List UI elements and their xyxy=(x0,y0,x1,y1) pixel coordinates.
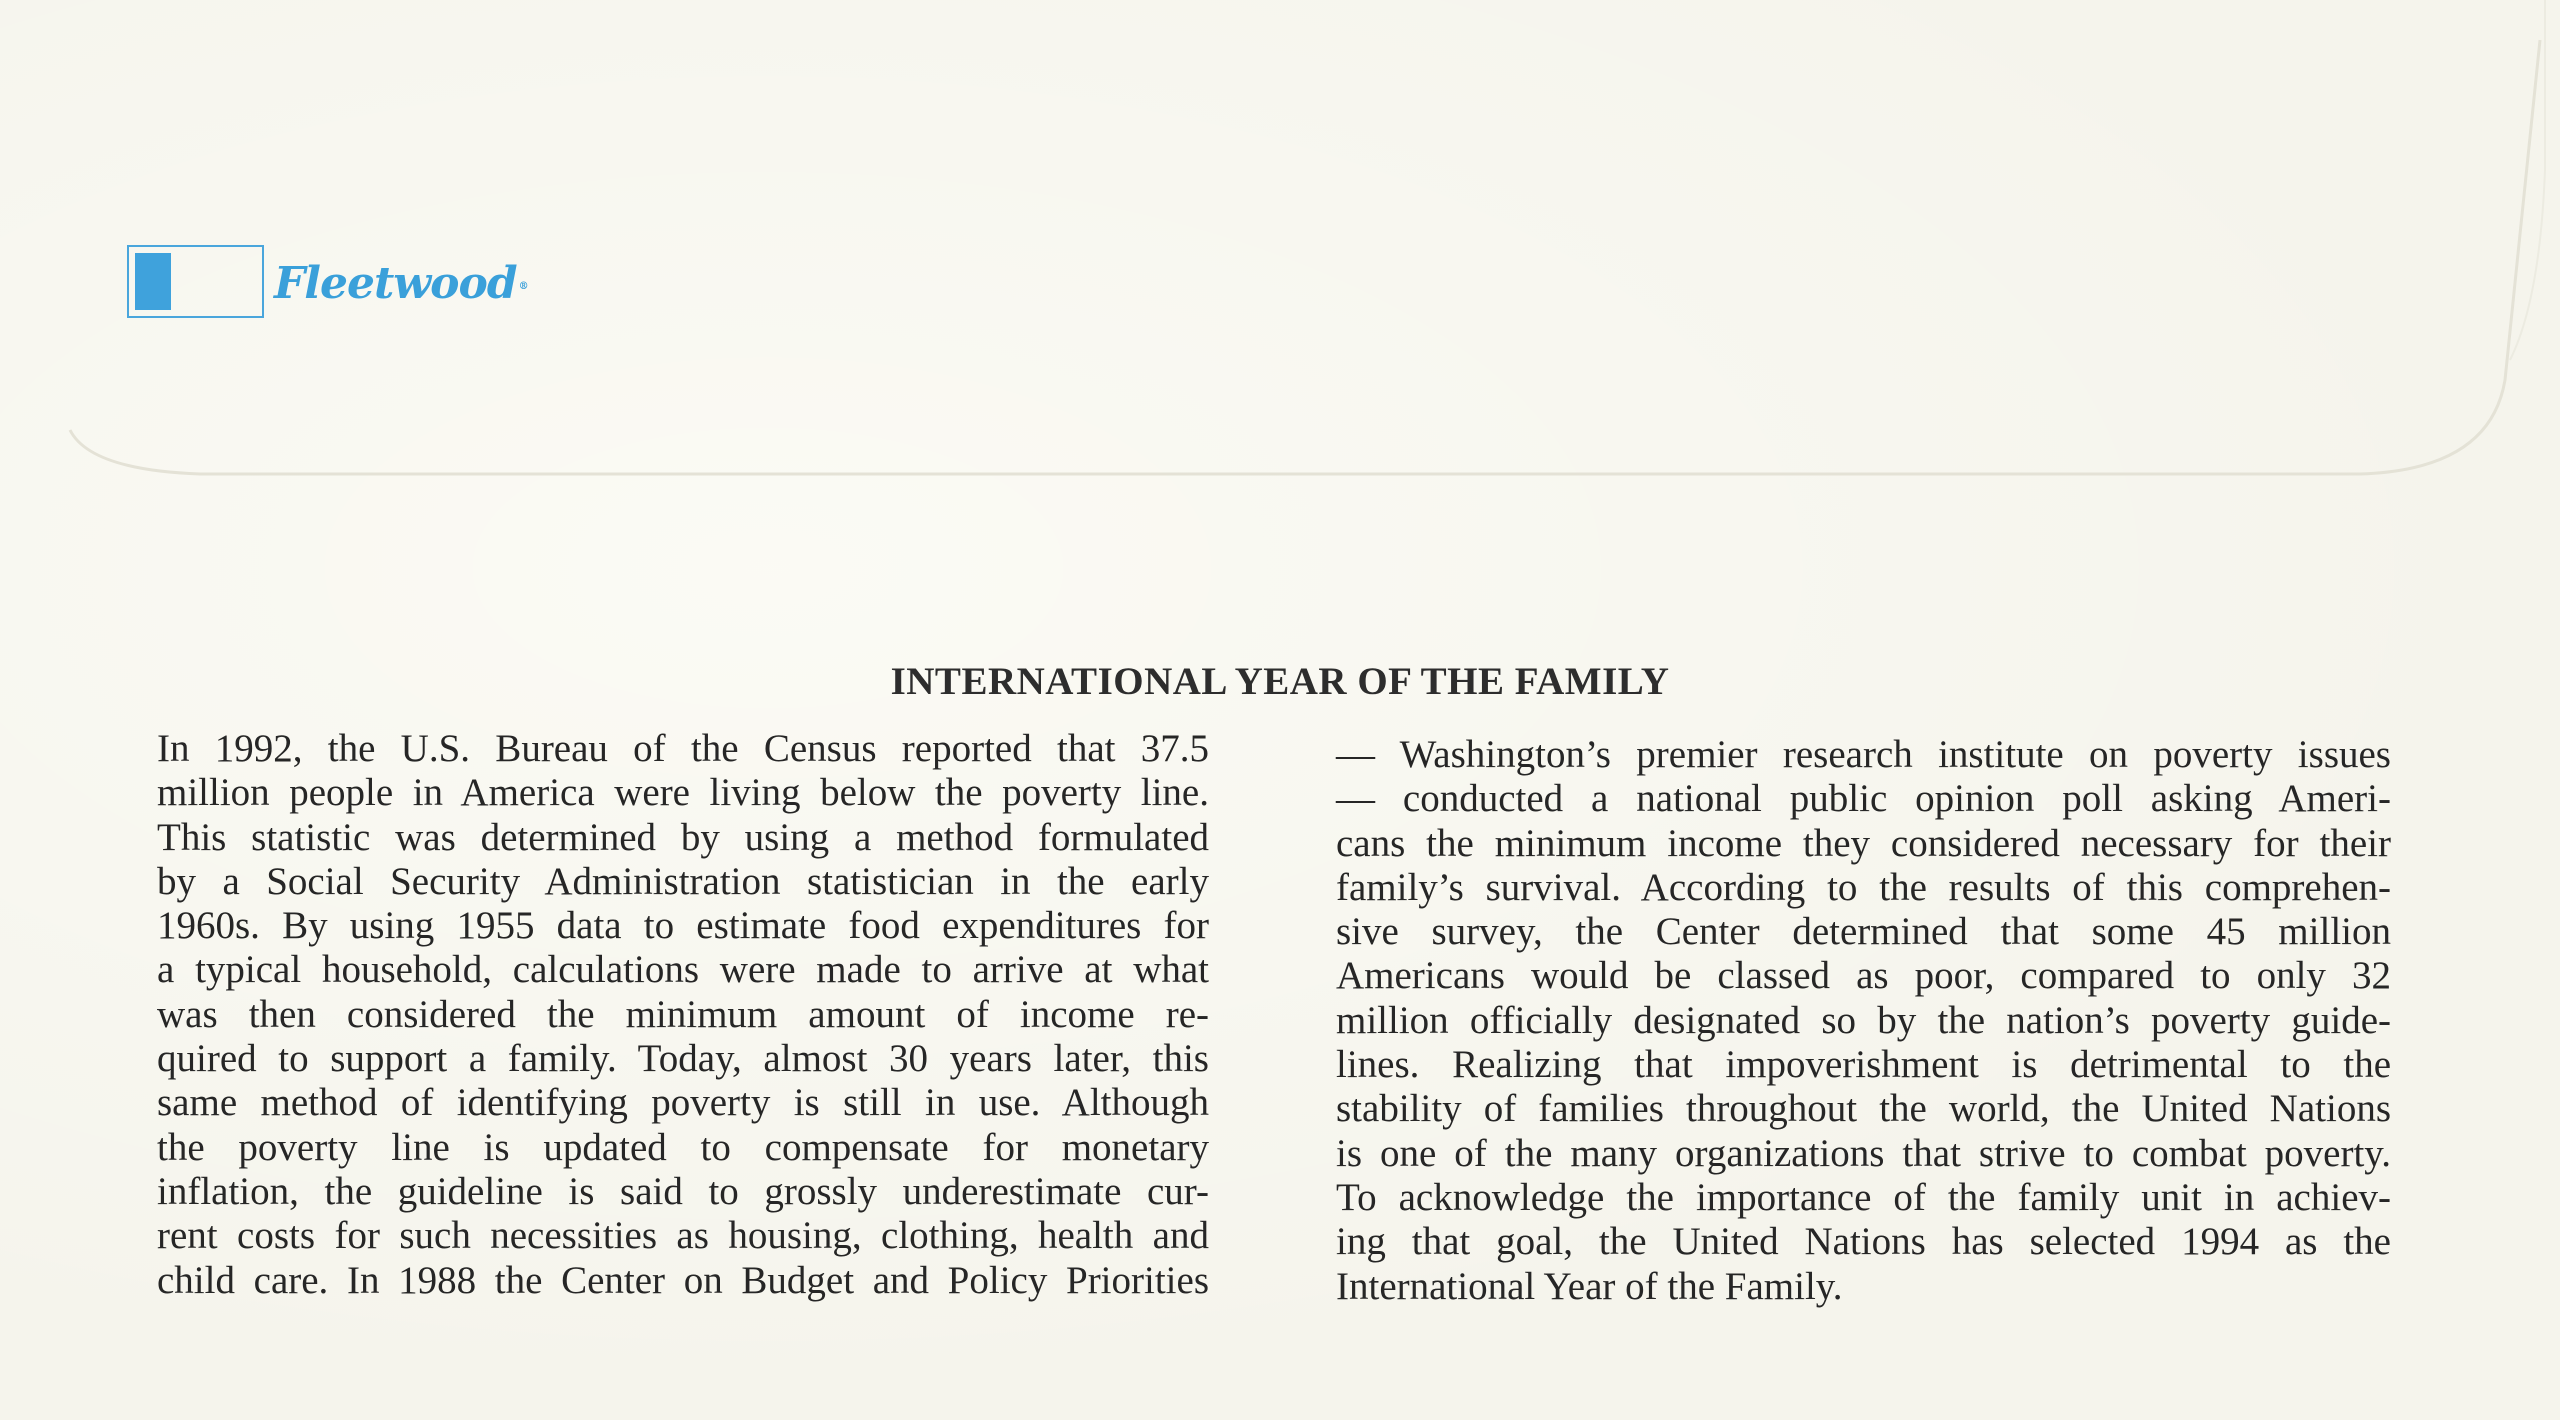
paragraph-line: rent costs for such necessities as housing, clothing, health and xyxy=(157,1214,1209,1258)
paragraph-line: quired to support a family. Today, almost 30 years later, this xyxy=(157,1037,1209,1081)
paragraph-line: stability of families throughout the world, the United Nations xyxy=(1336,1087,2391,1131)
article-right-column xyxy=(1336,733,2391,1309)
article-title: INTERNATIONAL YEAR OF THE FAMILY xyxy=(890,660,1670,703)
paragraph-line: Americans would be classed as poor, compared to only 32 xyxy=(1336,954,2391,998)
paragraph-line: In 1992, the U.S. Bureau of the Census reported that 37.5 xyxy=(157,727,1209,770)
paragraph-line: million people in America were living below the poverty line. xyxy=(157,771,1209,815)
paragraph-line: — conducted a national public opinion poll asking Ameri- xyxy=(1336,777,2391,821)
paragraph-line: the poverty line is updated to compensate for monetary xyxy=(157,1125,1209,1169)
paragraph-line: International Year of the Family. xyxy=(1336,1264,1843,1308)
paragraph-line: 1960s. By using 1955 data to estimate food expenditures for xyxy=(157,904,1209,948)
paragraph-line: — Washington’s premier research institute on poverty issues xyxy=(1336,733,2391,776)
paragraph-line: million officially designated so by the nation’s poverty guide- xyxy=(1336,998,2391,1042)
logo-wordmark-text: Fleetwood xyxy=(274,258,517,309)
paragraph-line: was then considered the minimum amount of income re- xyxy=(157,992,1209,1036)
paragraph-line: lines. Realizing that impoverishment is detrimental to the xyxy=(1336,1043,2391,1087)
paragraph-line: same method of identifying poverty is still in use. Although xyxy=(157,1081,1209,1125)
paragraph-line: family’s survival. According to the results of this comprehen- xyxy=(1336,865,2391,909)
paragraph-line: is one of the many organizations that strive to combat poverty. xyxy=(1336,1131,2391,1175)
fleetwood-logo xyxy=(127,245,528,318)
paragraph-line: To acknowledge the importance of the family unit in achiev- xyxy=(1336,1175,2391,1219)
paragraph-line: This statistic was determined by using a method formulated xyxy=(157,815,1209,859)
paragraph-line: by a Social Security Administration statistician in the early xyxy=(157,859,1209,903)
paragraph-line: child care. In 1988 the Center on Budget and Policy Priorities xyxy=(157,1258,1209,1302)
paragraph-line: sive survey, the Center determined that some 45 million xyxy=(1336,910,2391,954)
paragraph-line: cans the minimum income they considered necessary for their xyxy=(1336,821,2391,865)
registered-mark: ® xyxy=(518,281,528,292)
logo-box-fill xyxy=(135,253,171,310)
paragraph-line: inflation, the guideline is said to grossly underestimate cur- xyxy=(157,1169,1209,1213)
paragraph-line: a typical household, calculations were made to arrive at what xyxy=(157,948,1209,992)
logo-wordmark xyxy=(274,258,528,309)
paragraph-line: ing that goal, the United Nations has selected 1994 as the xyxy=(1336,1220,2391,1264)
logo-box-icon xyxy=(127,245,264,318)
article-left-column xyxy=(157,727,1209,1303)
